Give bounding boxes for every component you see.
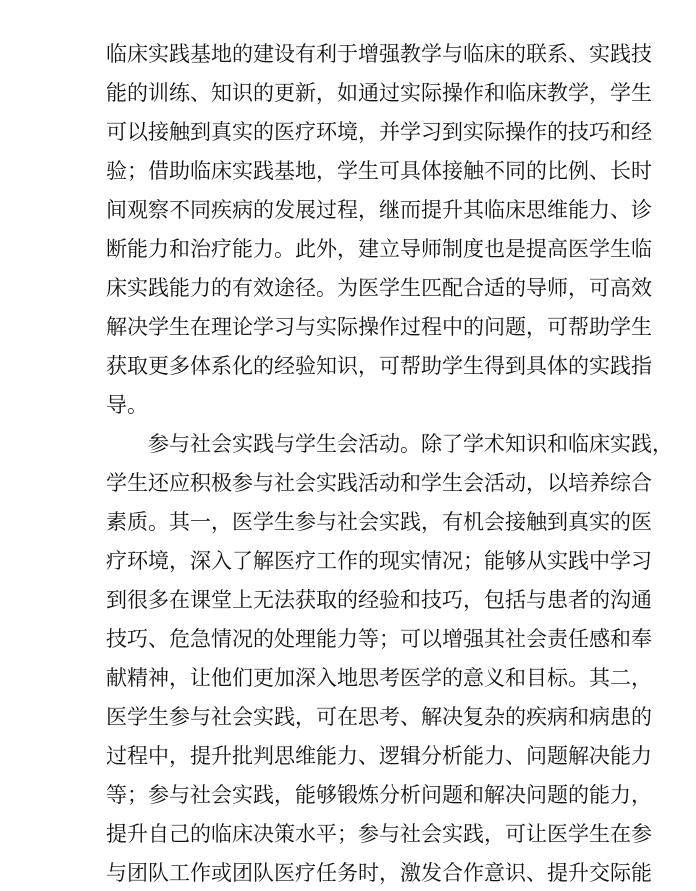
paragraph-1-line-2: 能的训练、知识的更新，如通过实际操作和临床教学，学生 xyxy=(106,81,652,105)
paragraph-2-line-10: 等；参与社会实践，能够锻炼分析问题和解决问题的能力， xyxy=(106,783,652,807)
paragraph-2-line-9: 过程中，提升批判思维能力、逻辑分析能力、问题解决能力 xyxy=(106,744,652,768)
paragraph-2-line-3: 素质。其一，医学生参与社会实践，有机会接触到真实的医 xyxy=(106,510,652,534)
paragraph-2-line-12: 与团队工作或团队医疗任务时，激发合作意识、提升交际能 xyxy=(106,861,652,885)
paragraph-2-line-4: 疗环境，深入了解医疗工作的现实情况；能够从实践中学习 xyxy=(106,549,652,573)
paragraph-1-line-10: 导。 xyxy=(106,393,148,417)
paragraph-2-line-11: 提升自己的临床决策水平；参与社会实践，可让医学生在参 xyxy=(106,822,652,846)
paragraph-1-line-4: 验；借助临床实践基地，学生可具体接触不同的比例、长时 xyxy=(106,159,652,183)
paragraph-1-line-1: 临床实践基地的建设有利于增强教学与临床的联系、实践技 xyxy=(106,42,652,66)
paragraph-1-line-8: 解决学生在理论学习与实际操作过程中的问题，可帮助学生 xyxy=(106,315,652,339)
paragraph-2-line-1: 参与社会实践与学生会活动。除了学术知识和临床实践， xyxy=(148,432,673,456)
paragraph-1-line-7: 床实践能力的有效途径。为医学生匹配合适的导师，可高效 xyxy=(106,276,652,300)
paragraph-2-line-7: 献精神，让他们更加深入地思考医学的意义和目标。其二， xyxy=(106,666,652,690)
paragraph-1-line-5: 间观察不同疾病的发展过程，继而提升其临床思维能力、诊 xyxy=(106,198,652,222)
paragraph-2-line-6: 技巧、危急情况的处理能力等；可以增强其社会责任感和奉 xyxy=(106,627,652,651)
paragraph-1-line-6: 断能力和治疗能力。此外，建立导师制度也是提高医学生临 xyxy=(106,237,652,261)
paragraph-1-line-3: 可以接触到真实的医疗环境，并学习到实际操作的技巧和经 xyxy=(106,120,652,144)
paragraph-2-line-8: 医学生参与社会实践，可在思考、解决复杂的疾病和病患的 xyxy=(106,705,652,729)
paragraph-1-line-9: 获取更多体系化的经验知识，可帮助学生得到具体的实践指 xyxy=(106,354,652,378)
paragraph-2-line-2: 学生还应积极参与社会实践活动和学生会活动，以培养综合 xyxy=(106,471,652,495)
paragraph-2-line-5: 到很多在课堂上无法获取的经验和技巧，包括与患者的沟通 xyxy=(106,588,652,612)
